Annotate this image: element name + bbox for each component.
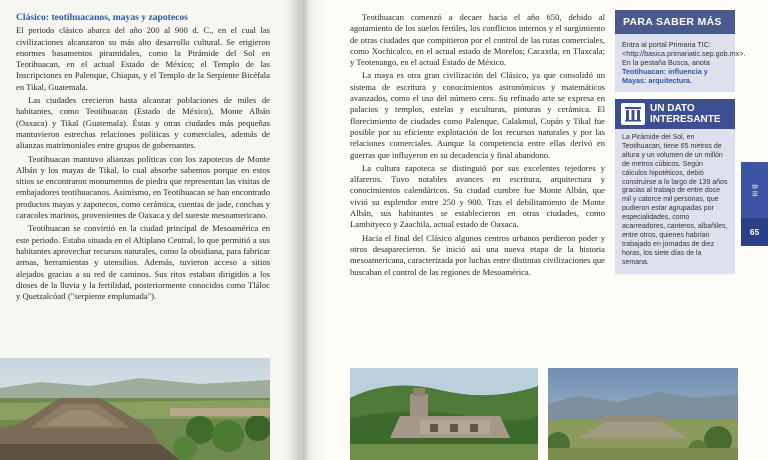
dato-interesante-text: La Pirámide del Sol, en Teotihuacan, tiene 65 metros de altura y un volumen de un millón de metros cúbicos. Según cálculos hipotéticos, debió construirse a lo largo de 139 años gracias al trabajo de entre doce mil y catorce mil personas, que pudieron estar agrupadas por especialidades, como acarreadores, canteros, albañiles, entre otros, quienes habrían trabajado en jornadas de diez horas, los siete días de la semana. xyxy=(615,129,735,274)
para-saber-mas-title: PARA SABER MÁS xyxy=(615,10,735,34)
left-paragraph-4: Teotihuacan se convirtió en la ciudad principal de Mesoamérica en este periodo. Estaba situada en el Altiplano Central, lo que permitió a sus habitantes aprovechar recursos naturales, como la obsidiana, para fabricar armas, herramientas y utensilios. Además, tuvieron acceso a sitios alejados gracias a su red de caminos. Sus ritos estaban dirigidos a los dioses de la lluvia y la fertilidad, posteriormente conocidos como Tláloc y Quetzalcóatl ("serpiente emplumada"). xyxy=(16,223,270,302)
para-saber-mas-instructions: Entra al portal Primaria TIC: <http://basica.primariatic.sep.gob.mx>. En la pestaña Busca, anota xyxy=(622,40,746,67)
right-paragraph-3: La cultura zapoteca se distinguió por sus excelentes tejedores y alfareros. Tuvo notables avances en escritura, arquitectura y conocimientos calendáricos. Su ciudad cumbre fue Monte Albán, que vivió su esplendor entre 250 y 900. Tras el debilitamiento de Monte Albán, sus habitantes se establecieron en otras ciudades, como Lambityeco y Zaachila, actual estado de Oaxaca. xyxy=(350,162,605,230)
para-saber-mas-box xyxy=(615,10,746,92)
para-saber-mas-highlight: Teotihuacan: influencia y Mayas: arquitectura. xyxy=(622,67,708,85)
palenque-ruins-photo xyxy=(350,368,538,460)
section-heading: Clásico: teotihuacanos, mayas y zapotecos xyxy=(16,12,188,23)
left-page xyxy=(0,0,300,460)
block-label xyxy=(741,162,768,218)
right-paragraph-1: Teotihuacan comenzó a decaer hacia el año 650, debido al agotamiento de los suelos fértiles, los conflictos internos y el surgimiento de otras ciudades que compitieron por el control de las rutas comerciales, como Xochicalco, en el actual estado de Morelos; Cacaxtla, en Tlaxcala; y Teotenango, en el actual Estado de México. xyxy=(350,12,605,68)
dato-interesante-title: UN DATO INTERESANTE xyxy=(650,103,721,125)
left-column xyxy=(16,12,270,304)
teotihuacan-pyramid-photo xyxy=(0,358,270,460)
dato-interesante-box xyxy=(615,99,735,274)
right-paragraph-4: Hacia el final del Clásico algunos centros urbanos perdieron poder y otros desaparecieron. Se inició así una nueva etapa de la historia mesoamericana, caracterizada por luchas entre distintas civilizaciones que buscaban el control de las regiones de Mesoamérica. xyxy=(350,232,605,277)
block-tab xyxy=(741,162,768,246)
left-paragraph-2: Las ciudades crecieron hasta alcanzar poblaciones de miles de habitantes, como Teotihuacan (Estado de México), Monte Albán (Oaxaca) y Tikal (Guatemala). Éstas y otras ciudades más pequeñas mantuvieron estrechas relaciones políticas y comerciales, además de alianzas matrimoniales entre grupos de gobernantes. xyxy=(16,95,270,151)
left-paragraph-3: Teotihuacan mantuvo alianzas políticas con los zapotecos de Monte Albán y los mayas de Tikal, lo cual absorbe sabemos porque en estos sitios se encontraron monumentos de piedra que representan las visitas de embajadores teotihuacanos. Asimismo, en Teotihuacan se han encontrado productos mayas y zapotecos, como cerámica, cuentas de jade, conchas y caracoles marinos, provenientes de Oaxaca y del sureste mesoamericano. xyxy=(16,153,270,221)
para-saber-mas-text xyxy=(615,34,746,92)
sidebar xyxy=(615,10,746,274)
dato-interesante-header xyxy=(615,99,735,129)
page-number: 65 xyxy=(741,218,768,246)
right-page xyxy=(300,0,768,460)
monte-alban-photo xyxy=(548,368,738,460)
right-paragraph-2: La maya es otra gran civilización del Clásico, ya que consolidó un sistema de escritura y conocimientos astronómicos y matemáticos avanzados, como el uso del número cero. Su refinado arte se expresa en palacios y templos, estelas y esculturas, pinturas y cerámica. El florecimiento de ciudades como Palenque, Calakmul, Copán y Tikal fue posible por su eficiente explotación de los recursos naturales y por las relaciones comerciales. Aunque la competencia entre ellas derivó en guerras que influyeron en su decadencia y final abandono. xyxy=(350,70,605,160)
columns-icon xyxy=(621,103,645,125)
right-main-column xyxy=(350,12,605,280)
block-label-text: B III xyxy=(750,183,758,197)
left-paragraph-1: El periodo clásico abarca del año 200 al 900 d. C., en el cual las civilizaciones alcanzaron su más alto desarrollo cultural. Se erigieron enormes basamentos piramidales, como la Pirámide del Sol en Teotihuacan, en el actual Estado de México; el Templo de las Inscripciones en Palenque, Chiapas, y el Templo de la Serpiente Bicéfala en Tikal, Guatemala. xyxy=(16,25,270,92)
